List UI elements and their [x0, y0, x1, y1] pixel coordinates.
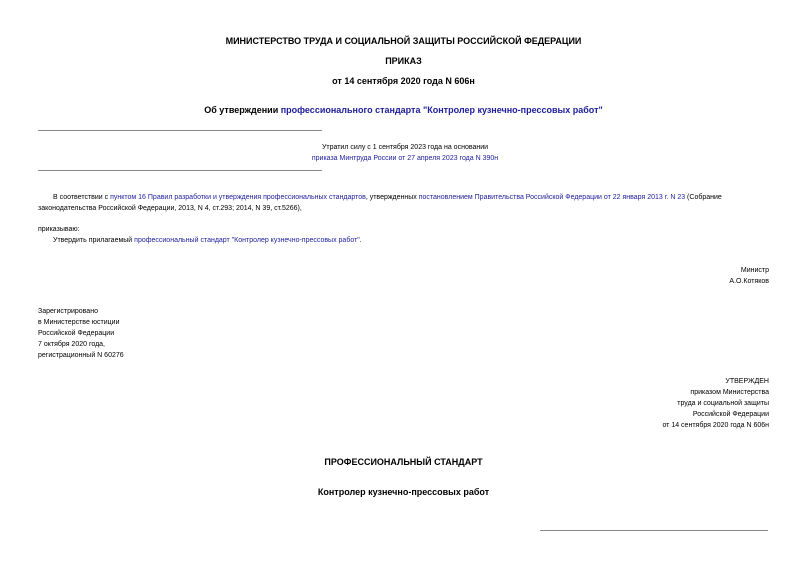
footer-divider: [540, 530, 768, 531]
doc-date-number: от 14 сентября 2020 года N 606н: [332, 76, 475, 86]
approved-line: от 14 сентября 2020 года N 606н: [662, 422, 769, 429]
divider-top: [38, 130, 322, 131]
approved-line: УТВЕРЖДЕН: [725, 378, 769, 385]
repeal-notice-line1: Утратил силу с 1 сентября 2023 года на основании: [321, 144, 489, 151]
approved-block: [662, 376, 769, 431]
preamble-text: , утвержденных: [365, 194, 419, 201]
registration-line: Зарегистрировано: [38, 308, 98, 315]
doc-type-heading: ПРИКАЗ: [385, 56, 422, 66]
standard-link[interactable]: профессиональный стандарт "Контролер кузнечно-прессовых работ": [134, 237, 360, 244]
approved-line: Российской Федерации: [692, 411, 769, 418]
standard-name: Контролер кузнечно-прессовых работ: [317, 487, 490, 497]
approve-text: Утвердить прилагаемый: [53, 237, 135, 244]
signature-position: Министр: [740, 267, 769, 274]
approve-text: .: [359, 237, 362, 244]
order-word: приказываю:: [38, 226, 80, 233]
registration-line: 7 октября 2020 года,: [38, 341, 106, 348]
preamble-paragraph-line1: [53, 192, 773, 203]
preamble-text: В соответствии с: [53, 194, 111, 201]
standard-heading: ПРОФЕССИОНАЛЬНЫЙ СТАНДАРТ: [324, 457, 483, 467]
signature-name: А.О.Котяков: [729, 278, 769, 285]
approved-line: приказом Министерства: [690, 389, 769, 396]
resolution-link[interactable]: постановлением Правительства Российской Федерации от 22 января 2013 г. N 23: [418, 194, 686, 201]
doc-title-prefix: Об утверждении: [204, 105, 281, 115]
registration-line: Российской Федерации: [38, 330, 115, 337]
registration-block: [38, 306, 124, 361]
approve-paragraph: [53, 235, 362, 246]
registration-line: в Министерстве юстиции: [38, 319, 120, 326]
ministry-heading: МИНИСТЕРСТВО ТРУДА И СОЦИАЛЬНОЙ ЗАЩИТЫ РОССИЙСКОЙ ФЕДЕРАЦИИ: [225, 36, 582, 46]
preamble-text: (Собрание: [685, 194, 722, 201]
registration-line: регистрационный N 60276: [38, 352, 124, 359]
divider-bottom: [38, 170, 322, 171]
approved-line: труда и социальной защиты: [677, 400, 769, 407]
doc-title: [0, 105, 807, 115]
preamble-paragraph-line2: законодательства Российской Федерации, 2013, N 4, ст.293; 2014, N 39, ст.5266),: [38, 205, 302, 212]
repeal-notice-link[interactable]: приказа Минтруда России от 27 апреля 2023 года N 390н: [311, 155, 499, 162]
rules-link[interactable]: пунктом 16 Правил разработки и утверждения профессиональных стандартов: [110, 194, 366, 201]
doc-title-link[interactable]: профессионального стандарта "Контролер кузнечно-прессовых работ": [280, 105, 603, 115]
